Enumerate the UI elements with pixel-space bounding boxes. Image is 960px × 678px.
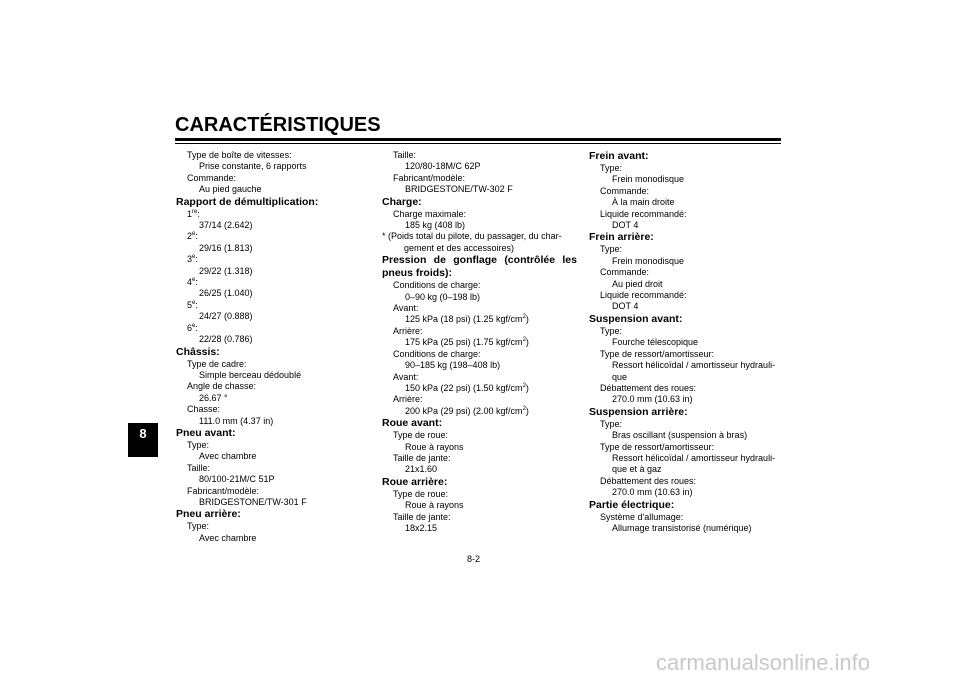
rear-wheel-type-label: Type de roue:	[393, 488, 449, 499]
rear-susp-travel-value: 270.0 mm (10.63 in)	[612, 487, 693, 498]
front-susp-type-value: Fourche télescopique	[612, 337, 699, 348]
command-label: Commande:	[187, 172, 237, 183]
rear-susp-spring-value-line1: Ressort hélicoïdal / amortisseur hydrauli-	[612, 452, 776, 463]
front-brake-command-value: À la main droite	[612, 197, 675, 208]
column-1	[176, 150, 361, 544]
rear-brake-type-value: Frein monodisque	[612, 255, 685, 266]
front-tire-size-value: 80/100-21M/C 51P	[199, 474, 275, 485]
column-3	[589, 150, 784, 534]
front-brake-type-label: Type:	[600, 163, 623, 173]
front-rim-label: Taille de jante:	[393, 452, 451, 463]
gear-5-value: 24/27 (0.888)	[199, 311, 253, 322]
gear-4-value: 26/25 (1.040)	[199, 288, 253, 299]
title-rule-thick	[175, 138, 781, 141]
rear-brake-command-label: Commande:	[600, 267, 650, 278]
ignition-value: Allumage transistorisé (numérique)	[612, 522, 752, 533]
load-note-line1: * (Poids total du pilote, du passager, du char-	[382, 231, 562, 242]
load-heading: Charge:	[382, 195, 422, 208]
rear-tire-size-value: 120/80-18M/C 62P	[405, 161, 481, 172]
front-pressure-2-label: Avant:	[393, 371, 419, 382]
gearbox-type-value: Prise constante, 6 rapports	[199, 161, 307, 172]
caster-value: 26.67 °	[199, 392, 228, 403]
front-susp-travel-label: Débattement des roues:	[600, 382, 697, 393]
load-condition-2-label: Conditions de charge:	[393, 348, 481, 359]
front-tire-type-label: Type:	[187, 439, 210, 450]
rear-tire-size-label: Taille:	[393, 150, 417, 160]
rear-susp-spring-value-line2: que et à gaz	[612, 464, 662, 475]
trail-label: Chasse:	[187, 404, 221, 415]
trail-value: 111.0 mm (4.37 in)	[199, 415, 274, 426]
front-brake-fluid-value: DOT 4	[612, 220, 639, 231]
gearbox-type-label: Type de boîte de vitesses:	[187, 150, 292, 160]
rear-brake-fluid-label: Liquide recommandé:	[600, 290, 687, 301]
front-suspension-heading: Suspension avant:	[589, 312, 683, 325]
title-rule-thin	[175, 143, 781, 144]
load-condition-1-label: Conditions de charge:	[393, 280, 481, 291]
pressure-heading: Pression de gonflage (contrôlée les pneus froids):	[382, 254, 577, 280]
front-wheel-type-label: Type de roue:	[393, 430, 449, 441]
rear-pressure-2-value: 200 kPa (29 psi) (2.00 kgf/$cm^2$)	[405, 405, 529, 416]
rear-susp-type-label: Type:	[600, 418, 623, 429]
gear-3-label: 3e:	[187, 254, 198, 265]
front-rim-value: 21x1.60	[405, 464, 438, 475]
gear-2-value: 29/16 (1.813)	[199, 242, 253, 253]
gear-1-value: 37/14 (2.642)	[199, 220, 253, 231]
rear-pressure-1-value: 175 kPa (25 psi) (1.75 kgf/$cm^2$)	[405, 337, 529, 348]
rear-tire-type-label: Type:	[187, 521, 210, 532]
gear-6-label: 6e:	[187, 322, 198, 333]
electric-heading: Partie électrique:	[589, 498, 675, 511]
front-tire-heading: Pneu avant:	[176, 426, 236, 439]
front-tire-maker-label: Fabricant/modèle:	[187, 485, 260, 496]
max-load-label: Charge maximale:	[393, 208, 467, 219]
front-tire-maker-value: BRIDGESTONE/TW-301 F	[199, 496, 307, 507]
watermark: carmanualsonline.info	[656, 650, 871, 675]
rear-susp-spring-label: Type de ressort/amortisseur:	[600, 441, 715, 452]
chassis-heading: Châssis:	[176, 345, 220, 358]
rear-tire-type-value: Avec chambre	[199, 532, 257, 543]
front-brake-heading: Frein avant:	[589, 150, 649, 162]
column-2	[382, 150, 577, 534]
rear-tire-heading: Pneu arrière:	[176, 508, 241, 521]
rear-tire-maker-value: BRIDGESTONE/TW-302 F	[405, 184, 513, 195]
page-title: CARACTÉRISTIQUES	[175, 114, 381, 136]
rear-rim-value: 18x2.15	[405, 522, 438, 533]
front-susp-spring-value-line1: Ressort hélicoïdal / amortisseur hydrauli-	[612, 360, 776, 371]
rear-suspension-heading: Suspension arrière:	[589, 405, 688, 418]
front-pressure-1-label: Avant:	[393, 303, 419, 314]
front-pressure-2-value: 150 kPa (22 psi) (1.50 kgf/$cm^2$)	[405, 382, 529, 393]
front-brake-type-value: Frein monodisque	[612, 174, 685, 185]
rear-susp-travel-label: Débattement des roues:	[600, 475, 697, 486]
gear-1-label: 1re:	[187, 208, 200, 219]
load-condition-1-value: 0–90 kg (0–198 lb)	[405, 291, 481, 302]
load-note-line2: gement et des accessoires)	[404, 242, 515, 253]
rear-brake-heading: Frein arrière:	[589, 231, 654, 244]
front-tire-size-label: Taille:	[187, 462, 211, 473]
load-condition-2-value: 90–185 kg (198–408 lb)	[405, 360, 501, 371]
page-number: 8-2	[467, 554, 481, 564]
ratio-heading: Rapport de démultiplication:	[176, 195, 319, 208]
rear-pressure-1-label: Arrière:	[393, 325, 423, 336]
gear-3-value: 29/22 (1.318)	[199, 265, 253, 276]
gear-2-label: 2e:	[187, 231, 198, 242]
front-wheel-type-value: Roue à rayons	[405, 441, 464, 452]
front-susp-travel-value: 270.0 mm (10.63 in)	[612, 394, 693, 405]
max-load-value: 185 kg (408 lb)	[405, 220, 466, 231]
chapter-tab: 8	[128, 423, 158, 457]
command-value: Au pied gauche	[199, 184, 262, 195]
rear-wheel-heading: Roue arrière:	[382, 475, 448, 488]
front-susp-spring-label: Type de ressort/amortisseur:	[600, 348, 715, 359]
rear-susp-type-value: Bras oscillant (suspension à bras)	[612, 430, 748, 441]
frame-type-label: Type de cadre:	[187, 358, 247, 369]
rear-tire-maker-label: Fabricant/modèle:	[393, 172, 466, 183]
frame-type-value: Simple berceau dédoublé	[199, 369, 302, 380]
gear-6-value: 22/28 (0.786)	[199, 334, 253, 345]
front-susp-spring-value-line2: que	[612, 371, 628, 382]
rear-brake-type-label: Type:	[600, 244, 623, 255]
caster-label: Angle de chasse:	[187, 381, 257, 392]
front-brake-fluid-label: Liquide recommandé:	[600, 208, 687, 219]
rear-brake-fluid-value: DOT 4	[612, 301, 639, 312]
rear-brake-command-value: Au pied droit	[612, 278, 663, 289]
front-wheel-heading: Roue avant:	[382, 417, 443, 430]
front-pressure-1-value: 125 kPa (18 psi) (1.25 kgf/$cm^2$)	[405, 314, 529, 325]
gear-5-label: 5e:	[187, 299, 198, 310]
front-tire-type-value: Avec chambre	[199, 451, 257, 462]
rear-wheel-type-value: Roue à rayons	[405, 500, 464, 511]
rear-rim-label: Taille de jante:	[393, 511, 451, 522]
front-brake-command-label: Commande:	[600, 185, 650, 196]
ignition-label: Système d'allumage:	[600, 511, 684, 522]
gear-4-label: 4e:	[187, 277, 198, 288]
rear-pressure-2-label: Arrière:	[393, 394, 423, 405]
front-susp-type-label: Type:	[600, 325, 623, 336]
